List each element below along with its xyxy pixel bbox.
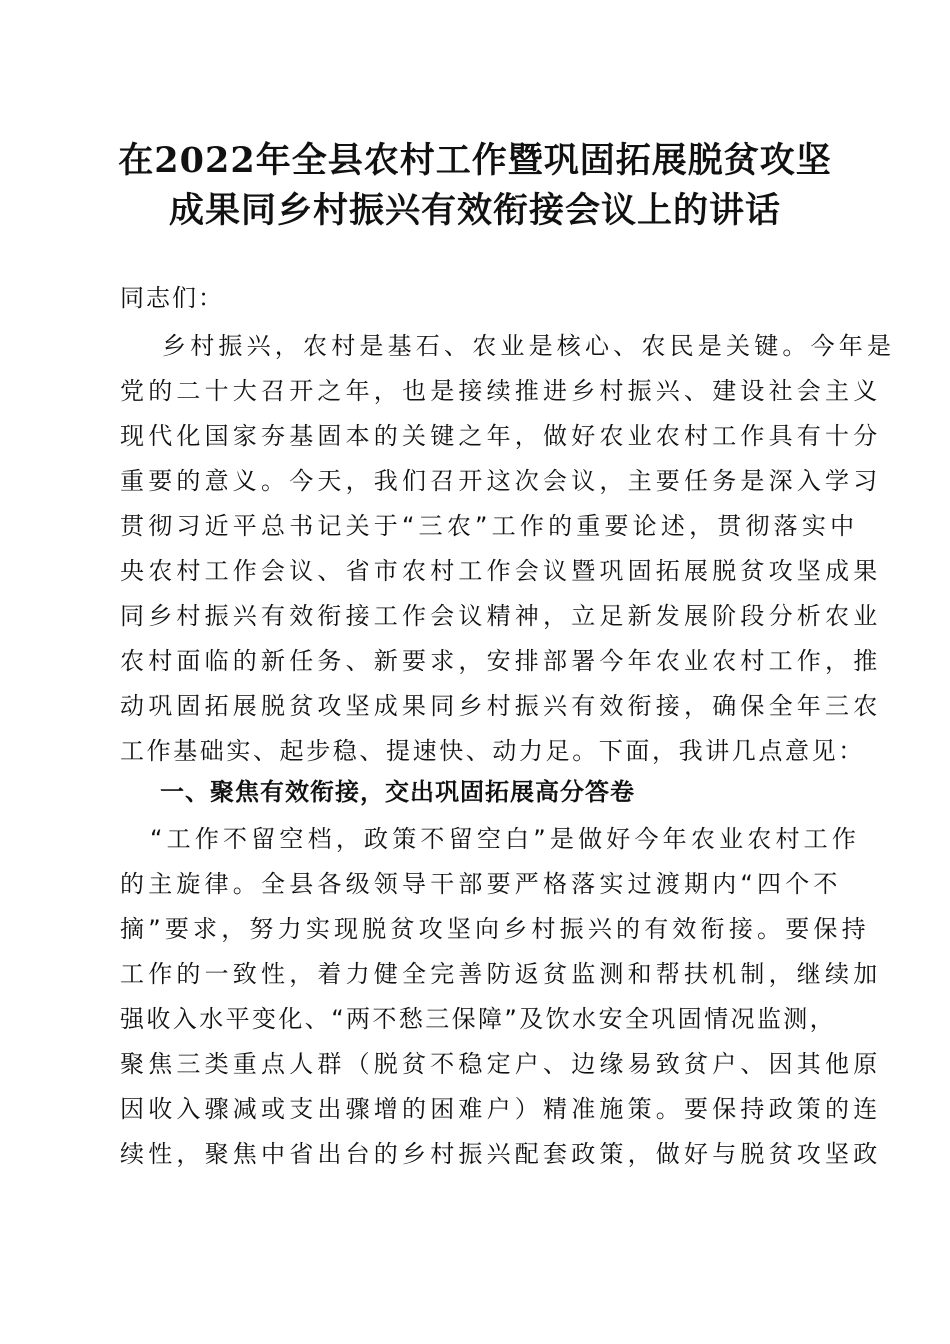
paragraph1-line: 现代化国家夯基固本的关键之年，做好农业农村工作具有十分 [120,422,882,450]
paragraph2-line: “工作不留空档，政策不留空白”是做好今年农业农村工作 [150,825,861,853]
paragraph2-line: 续性，聚焦中省出台的乡村振兴配套政策，做好与脱贫攻坚政 [120,1140,882,1168]
paragraph1-line: 同乡村振兴有效衔接工作会议精神，立足新发展阶段分析农业 [120,602,882,630]
salutation: 同志们： [120,284,224,312]
section-heading-1: 一、聚焦有效衔接，交出巩固拓展高分答卷 [160,778,635,806]
paragraph2-line: 摘”要求，努力实现脱贫攻坚向乡村振兴的有效衔接。要保持 [120,915,870,943]
document-title-line-1: 在2022年全县农村工作暨巩固拓展脱贫攻坚 [118,140,832,181]
paragraph1-line: 央农村工作会议、省市农村工作会议暨巩固拓展脱贫攻坚成果 [120,557,882,585]
paragraph2-line: 因收入骤减或支出骤增的困难户）精准施策。要保持政策的连 [120,1095,882,1123]
paragraph2-line: 聚焦三类重点人群（脱贫不稳定户、边缘易致贫户、因其他原 [120,1050,882,1078]
paragraph1-line: 党的二十大召开之年，也是接续推进乡村振兴、建设社会主义 [120,377,882,405]
paragraph1-line: 动巩固拓展脱贫攻坚成果同乡村振兴有效衔接，确保全年三农 [120,692,882,720]
paragraph1-line: 贯彻习近平总书记关于“三农”工作的重要论述，贯彻落实中 [120,512,859,540]
paragraph1-line: 农村面临的新任务、新要求，安排部署今年农业农村工作，推 [120,647,882,675]
paragraph2-line: 强收入水平变化、“两不愁三保障”及饮水安全巩固情况监测， [120,1005,837,1033]
paragraph1-line: 乡村振兴，农村是基石、农业是核心、农民是关键。今年是 [162,332,896,360]
document-title-line-2: 成果同乡村振兴有效衔接会议上的讲话 [168,190,781,231]
paragraph2-line: 工作的一致性，着力健全完善防返贫监测和帮扶机制，继续加 [120,960,882,988]
paragraph1-line: 工作基础实、起步稳、提速快、动力足。下面，我讲几点意见： [120,737,865,765]
paragraph2-line: 的主旋律。全县各级领导干部要严格落实过渡期内“四个不 [120,870,842,898]
paragraph1-line: 重要的意义。今天，我们召开这次会议，主要任务是深入学习 [120,467,882,495]
